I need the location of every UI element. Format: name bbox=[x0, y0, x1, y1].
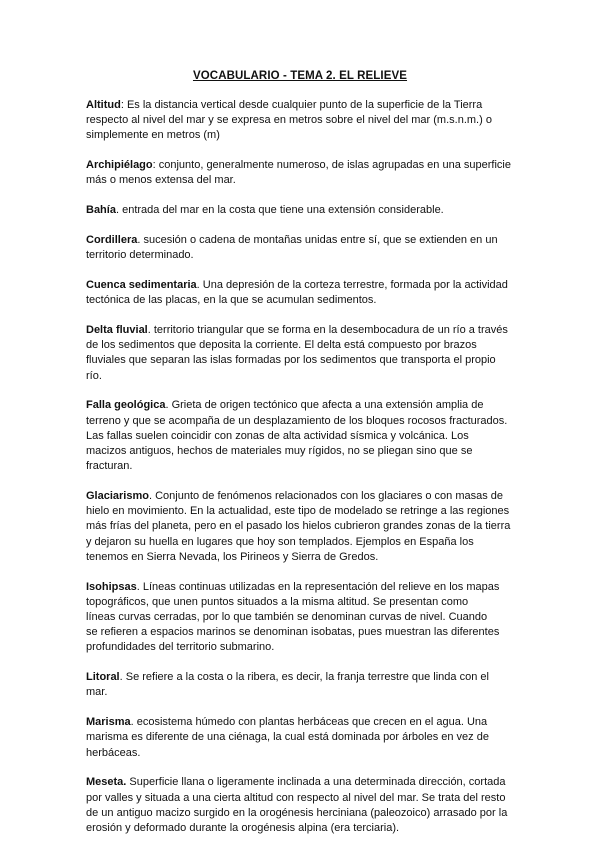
entry-line bbox=[86, 113, 520, 128]
entry-definition-text: más frías del planeta, pero en el pasado los hielos cubrieron grandes zonas de la tierra bbox=[86, 520, 511, 533]
entry-line bbox=[86, 640, 520, 655]
entry-line bbox=[86, 685, 520, 700]
entry-definition-text: . territorio triangular que se forma en la desembocadura de un río a través bbox=[147, 324, 508, 336]
vocabulary-entry bbox=[86, 775, 520, 836]
entry-term: Litoral bbox=[86, 671, 120, 684]
entry-definition-text: : conjunto, generalmente numeroso, de islas agrupadas en una superficie bbox=[152, 159, 511, 172]
entry-definition-text: de los sedimentos que deposita la corriente. El delta está compuesto por brazos bbox=[86, 339, 477, 352]
entry-line bbox=[86, 293, 520, 308]
vocabulary-entry bbox=[86, 98, 520, 144]
entry-definition-text: hielo en movimiento. En la actualidad, este tipo de modelado se retringe a las regiones bbox=[86, 505, 510, 518]
entry-line bbox=[86, 519, 520, 534]
entry-line bbox=[86, 444, 520, 459]
entry-line bbox=[86, 550, 520, 565]
entry-term: Falla geológica bbox=[86, 399, 166, 412]
entry-line bbox=[86, 535, 520, 550]
entry-term: Altitud bbox=[86, 99, 121, 111]
entry-line bbox=[86, 459, 520, 474]
entry-line bbox=[86, 670, 520, 685]
entry-definition-text: . sucesión o cadena de montañas unidas entre sí, que se extienden en un bbox=[137, 234, 498, 246]
entry-term: Cordillera bbox=[86, 234, 138, 246]
entry-definition-text: terreno y que se acompaña de un desplazamiento de los bloques rocosos fracturados. bbox=[86, 414, 508, 427]
entry-line bbox=[86, 806, 520, 821]
entry-line bbox=[86, 278, 520, 293]
vocabulary-entry bbox=[86, 203, 520, 218]
entry-line bbox=[86, 158, 520, 173]
entry-line bbox=[86, 715, 520, 730]
page-title: VOCABULARIO - TEMA 2. EL RELIEVE bbox=[192, 70, 408, 82]
entry-term: Delta fluvial bbox=[86, 324, 148, 336]
entry-definition-text: macizos antiguos, hechos de materiales muy rígidos, no se pliegan sino que se bbox=[86, 445, 473, 458]
entry-line bbox=[86, 730, 520, 745]
entry-definition-text: se refieren a espacios marinos se denominan isobatas, pues muestran las diferentes bbox=[86, 626, 500, 639]
vocabulary-entry bbox=[86, 398, 520, 474]
entry-term: Marisma bbox=[86, 716, 131, 729]
entry-line bbox=[86, 746, 520, 761]
entry-term: Glaciarismo bbox=[86, 490, 149, 503]
entry-definition-text: . Líneas continuas utilizadas en la representación del relieve en los mapas bbox=[136, 580, 500, 593]
entry-line bbox=[86, 821, 520, 836]
entry-term: Archipiélago bbox=[86, 159, 153, 172]
entry-line bbox=[86, 580, 520, 595]
entry-line bbox=[86, 323, 520, 338]
entry-definition-text: fluviales que separan las islas formadas por los sedimentos que transporta el propio bbox=[86, 354, 496, 367]
entry-definition-text: : Es la distancia vertical desde cualquier punto de la superficie de la Tierra bbox=[120, 99, 483, 111]
entry-definition-text: . Conjunto de fenómenos relacionados con los glaciares o con masas de bbox=[148, 490, 504, 503]
entry-line bbox=[86, 248, 520, 263]
entry-definition-text: profundidades del territorio submarino. bbox=[86, 641, 275, 654]
entry-line bbox=[86, 203, 520, 218]
entry-definition-text: por valles y situada a una cierta altitud con respecto al nivel del mar. Se trata del resto bbox=[86, 791, 506, 804]
entry-definition-text: . entrada del mar en la costa que tiene una extensión considerable. bbox=[115, 204, 444, 217]
entry-line bbox=[86, 414, 520, 429]
entry-term: Bahía bbox=[86, 204, 116, 217]
vocabulary-entry bbox=[86, 233, 520, 263]
entry-line bbox=[86, 338, 520, 353]
entry-term: Cuenca sedimentaria bbox=[86, 279, 197, 291]
entry-definition-text: . Grieta de origen tectónico que afecta a una extensión amplia de bbox=[165, 399, 484, 412]
entry-definition-text: erosión y deformado durante la orogénesis alpina (era terciaria). bbox=[86, 822, 400, 835]
entry-line bbox=[86, 353, 520, 368]
entry-definition-text: territorio determinado. bbox=[86, 249, 194, 262]
entry-definition-text: tectónica de las placas, en la que se acumulan sedimentos. bbox=[86, 294, 377, 307]
entry-line bbox=[86, 504, 520, 519]
entry-definition-text: marisma es diferente de una ciénaga, la cual está dominada por árboles en vez de bbox=[86, 731, 489, 744]
entry-definition-text: respecto al nivel del mar y se expresa en metros sobre el nivel del mar (m.s.n.m.) o bbox=[86, 114, 492, 127]
entry-definition-text: simplemente en metros (m) bbox=[86, 129, 220, 142]
entry-term: Isohipsas bbox=[86, 580, 137, 593]
vocabulary-entry bbox=[86, 158, 520, 188]
entry-definition-text: . Una depresión de la corteza terrestre, formada por la actividad bbox=[196, 279, 508, 291]
entry-line bbox=[86, 610, 520, 625]
entry-definition-text: mar. bbox=[86, 686, 108, 699]
entry-line bbox=[86, 128, 520, 143]
entry-definition-text: río. bbox=[86, 369, 102, 382]
entry-line bbox=[86, 791, 520, 806]
entry-definition-text: Las fallas suelen coincidir con zonas de alta actividad sísmica y volcánica. Los bbox=[86, 429, 469, 442]
entry-line bbox=[86, 369, 520, 384]
entry-definition-text: de un antiguo macizo surgido en la orogénesis herciniana (paleozoico) arrasado por la bbox=[86, 806, 508, 819]
vocabulary-entry bbox=[86, 715, 520, 761]
entry-line bbox=[86, 233, 520, 248]
entry-definition-text: tenemos en Sierra Nevada, los Pirineos y Sierra de Gredos. bbox=[86, 550, 379, 563]
entry-line bbox=[86, 625, 520, 640]
entry-line bbox=[86, 489, 520, 504]
vocabulary-entry bbox=[86, 670, 520, 700]
entry-definition-text: y dejaron su huella en lugares que hoy son templados. Ejemplos en España los bbox=[86, 535, 474, 548]
vocabulary-entry bbox=[86, 489, 520, 565]
entry-line bbox=[86, 98, 520, 113]
vocabulary-entry bbox=[86, 323, 520, 384]
entry-line bbox=[86, 429, 520, 444]
entry-definition-text: más o menos extensa del mar. bbox=[86, 174, 236, 187]
vocabulary-list bbox=[86, 98, 520, 851]
entry-line bbox=[86, 775, 520, 790]
entry-definition-text: . Se refiere a la costa o la ribera, es decir, la franja terrestre que linda con el bbox=[119, 671, 489, 684]
entry-definition-text: topográficos, que unen puntos situados a la misma altitud. Se presentan como bbox=[86, 595, 469, 608]
entry-definition-text: líneas curvas cerradas, por lo que también se denominan curvas de nivel. Cuando bbox=[86, 611, 488, 624]
entry-term: Meseta. bbox=[86, 776, 127, 789]
vocabulary-entry bbox=[86, 278, 520, 308]
entry-line bbox=[86, 595, 520, 610]
entry-definition-text: Superficie llana o ligeramente inclinada a una determinada dirección, cortada bbox=[126, 776, 506, 789]
entry-definition-text: fracturan. bbox=[86, 460, 133, 473]
entry-line bbox=[86, 173, 520, 188]
vocabulary-entry bbox=[86, 580, 520, 656]
entry-line bbox=[86, 398, 520, 413]
entry-definition-text: herbáceas. bbox=[86, 746, 141, 759]
entry-definition-text: . ecosistema húmedo con plantas herbáceas que crecen en el agua. Una bbox=[130, 716, 488, 729]
